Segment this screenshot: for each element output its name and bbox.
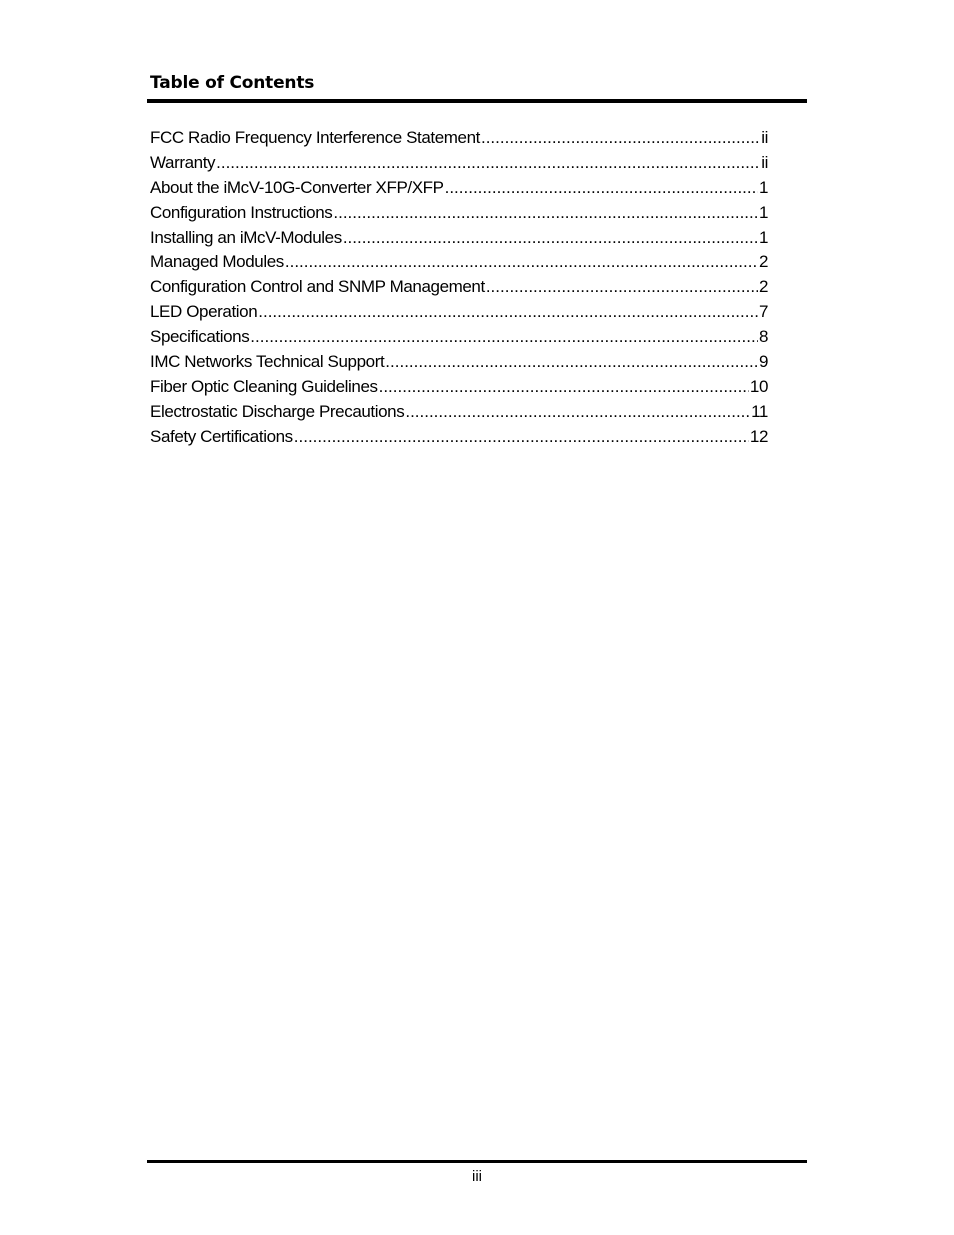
toc-entry-page: 8 (758, 327, 768, 347)
toc-entry-page: 2 (758, 277, 768, 297)
toc-entry-page: 1 (758, 202, 768, 222)
header-rule (147, 99, 807, 103)
toc-dot-leader (445, 178, 758, 198)
toc-dot-leader (343, 228, 758, 248)
toc-entry[interactable] (150, 252, 768, 277)
toc-dot-leader (294, 427, 749, 447)
toc-entry-title: FCC Radio Frequency Interference Statement (150, 128, 480, 147)
toc-entry-page: 1 (758, 227, 768, 247)
toc-entry[interactable] (150, 427, 768, 452)
toc-dot-leader (405, 402, 750, 422)
table-of-contents (150, 128, 768, 452)
toc-entry[interactable] (150, 277, 768, 302)
toc-entry[interactable] (150, 128, 768, 153)
toc-dot-leader (250, 327, 758, 347)
toc-entry-title: Fiber Optic Cleaning Guidelines (150, 376, 378, 396)
toc-entry[interactable] (150, 302, 768, 327)
toc-entry[interactable] (150, 327, 768, 352)
toc-entry-page: ii (761, 128, 768, 147)
toc-entry[interactable] (150, 203, 768, 228)
toc-entry-title: Configuration Instructions (150, 202, 333, 222)
toc-entry[interactable] (150, 228, 768, 253)
toc-dot-leader (379, 377, 749, 397)
toc-dot-leader (216, 153, 760, 173)
toc-entry-page: 1 (758, 177, 768, 197)
toc-entry[interactable] (150, 377, 768, 402)
toc-entry-title: Safety Certifications (150, 426, 293, 446)
toc-entry[interactable] (150, 153, 768, 178)
page-number: iii (472, 1168, 482, 1185)
toc-dot-leader (333, 203, 758, 223)
toc-entry[interactable] (150, 178, 768, 203)
toc-entry-title: LED Operation (150, 302, 258, 322)
toc-entry[interactable] (150, 402, 768, 427)
toc-entry-title: About the iMcV-10G-Converter XFP/XFP (150, 177, 444, 197)
toc-dot-leader (258, 302, 758, 322)
toc-entry-page: 7 (758, 302, 768, 322)
toc-entry-title: Warranty (150, 152, 216, 172)
toc-entry-title: Managed Modules (150, 252, 284, 272)
toc-dot-leader (385, 352, 758, 372)
toc-entry-title: Installing an iMcV-Modules (150, 227, 342, 247)
toc-entry-page: 9 (758, 352, 768, 372)
toc-entry-page: 12 (749, 426, 768, 446)
toc-entry[interactable] (150, 352, 768, 377)
toc-entry-title: Electrostatic Discharge Precautions (150, 401, 405, 421)
page-title: Table of Contents (150, 73, 315, 93)
toc-entry-title: IMC Networks Technical Support (150, 352, 385, 372)
toc-dot-leader (486, 277, 758, 297)
toc-dot-leader (481, 128, 760, 148)
toc-entry-title: Configuration Control and SNMP Management (150, 277, 485, 297)
toc-entry-page: 10 (749, 376, 768, 396)
footer-rule (147, 1160, 807, 1163)
toc-entry-page: 2 (758, 252, 768, 272)
toc-entry-page: 11 (751, 401, 768, 421)
toc-entry-title: Specifications (150, 327, 250, 347)
toc-dot-leader (285, 252, 758, 272)
toc-entry-page: ii (761, 152, 768, 172)
